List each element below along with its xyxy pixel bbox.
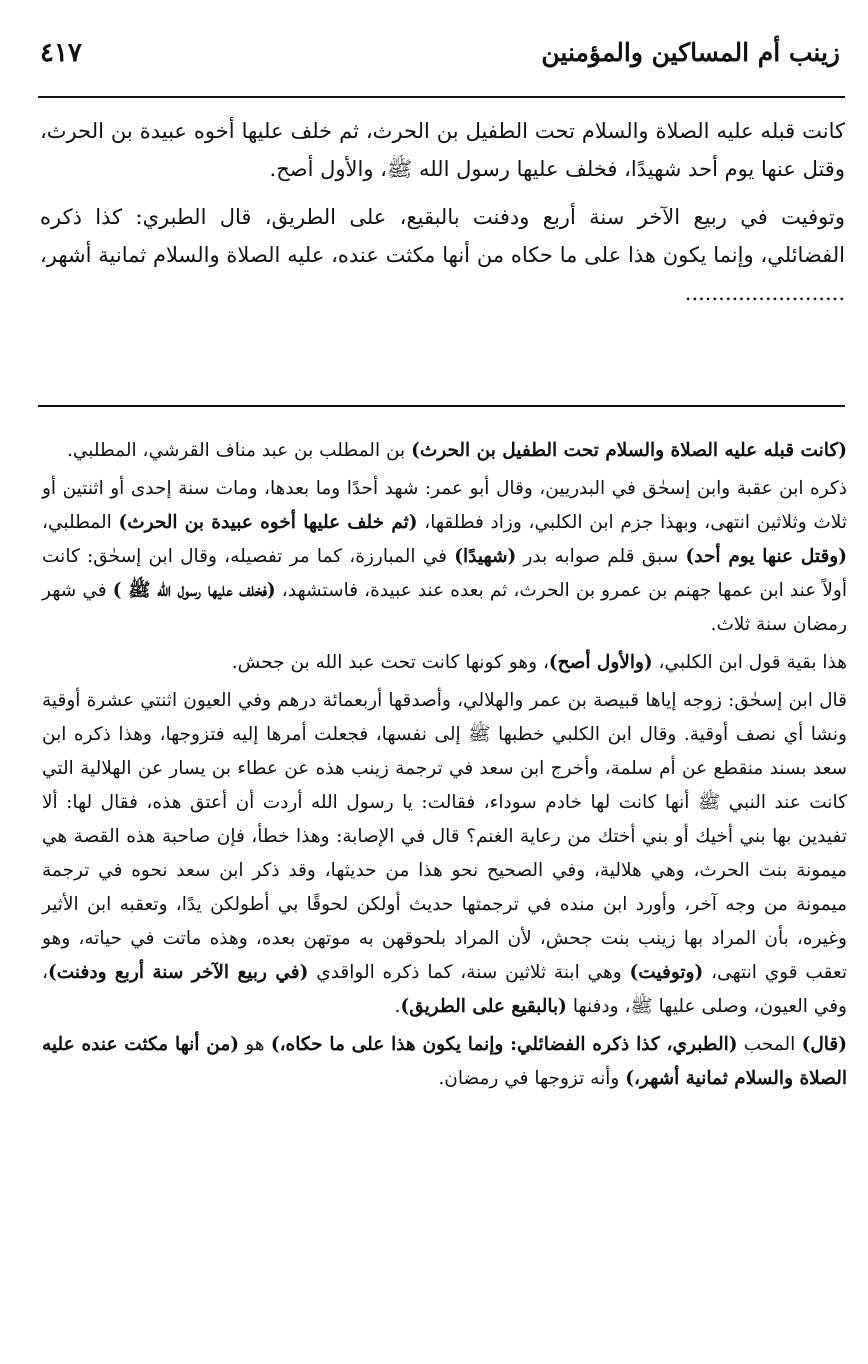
quoted-matn: (ثم خلف عليها أخوه عبيدة بن الحرث): [118, 512, 418, 533]
commentary-text: .: [394, 996, 401, 1017]
quoted-matn: (فخلف عليها رسول الله ﷺ ): [112, 580, 276, 601]
quoted-matn: (والأول أصح): [548, 652, 653, 673]
commentary-text: في المبارزة، كما مر تفصيله، وقال ابن إسحٰق: كانت أولاً عند ابن عمها جهنم بن عمرو بن الحرث، ثم بعده عند عبيدة، فاستشهد،: [42, 546, 847, 601]
quoted-matn: (في ربيع الآخر سنة أربع ودفنت): [47, 962, 309, 983]
running-title: زينب أم المساكين والمؤمنين: [541, 38, 840, 67]
divider-rule: [38, 405, 845, 407]
commentary-text: وأنه تزوجها في رمضان.: [438, 1068, 626, 1089]
commentary-text: هو: [239, 1034, 271, 1055]
commentary-text: وهي ابنة ثلاثين سنة، كما ذكره الواقدي: [308, 962, 630, 983]
page-header: [40, 38, 840, 78]
commentary-text: في شهر رمضان سنة ثلاث.: [42, 580, 847, 635]
commentary-text: المطلبي،: [42, 512, 119, 533]
main-paragraph-2-text: وتوفيت في ربيع الآخر سنة أربع ودفنت بالبقيع، على الطريق، قال الطبري: كذا ذكره الفضائلي، وإنما يكون هذا على ما حكاه من أنها مكثت عنده، عليه الصلاة والسلام ثمانية أشهر،: [40, 205, 845, 267]
quoted-matn: (كانت قبله عليه الصلاة والسلام تحت الطفيل بن الحرث): [411, 440, 847, 461]
quoted-matn: (شهيدًا): [454, 546, 517, 567]
quoted-matn: (وتوفيت): [629, 962, 704, 983]
commentary-text: ، وهو كونها كانت تحت عبد الله بن جحش.: [231, 652, 549, 673]
main-text: [40, 112, 845, 322]
commentary-text: سبق قلم صوابه بدر: [516, 546, 686, 567]
commentary-text: ، وفي العيون، وصلى عليها ﷺ، ودفنها: [42, 962, 847, 1017]
quoted-matn: (قال): [801, 1034, 847, 1055]
commentary-paragraph: [42, 684, 847, 1024]
quoted-matn: (من أنها مكثت عنده عليه الصلاة والسلام ثمانية أشهر،): [42, 1034, 847, 1089]
quoted-matn: (وقتل عنها يوم أحد): [685, 546, 847, 567]
quoted-matn: (بالبقيع على الطريق): [400, 996, 567, 1017]
commentary-paragraph: [42, 434, 847, 468]
commentary: [42, 434, 847, 1100]
ellipsis-dots: ........................: [684, 281, 845, 305]
main-paragraph-1: كانت قبله عليه الصلاة والسلام تحت الطفيل بن الحرث، ثم خلف عليها أخوه عبيدة بن الحرث، وقتل عنها يوم أحد شهيدًا، فخلف عليها رسول الله ﷺ، والأول أصح.: [40, 119, 845, 181]
commentary-text: ذكره ابن عقبة وابن إسحٰق في البدريين، وقال أبو عمر: شهد أحدًا وما بعدها، ومات سنة إحدى أو اثنتين أو ثلاث وثلاثين انتهى، وبهذا جزم ابن الكلبي، وزاد فطلقها،: [42, 478, 847, 533]
quoted-matn: (الطبري، كذا ذكره الفضائلي: وإنما يكون هذا على ما حكاه،): [270, 1034, 738, 1055]
main-paragraph-2: [40, 198, 845, 312]
header-rule: [38, 96, 845, 98]
page-number: ٤١٧: [40, 38, 82, 68]
commentary-paragraph: [42, 646, 847, 680]
commentary-paragraph: [42, 472, 847, 642]
commentary-paragraph: [42, 1028, 847, 1096]
commentary-text: هذا بقية قول ابن الكلبي،: [652, 652, 847, 673]
commentary-text: بن المطلب بن عبد مناف القرشي، المطلبي.: [66, 440, 412, 461]
commentary-text: قال ابن إسحٰق: زوجه إياها قبيصة بن عمر والهلالي، وأصدقها أربعمائة درهم وفي العيون اثنتي عشرة أوقية ونشا أي نصف أوقية. وقال ابن الكلبي خطبها ﷺ إلى نفسها، فجعلت أمرها إليه فتزوجها، وهذا ذكره ابن سعد بسند منقطع عن أم سلمة، وأخرج ابن سعد في ترجمة زينب هذه عن عطاء بن يسار عن الهلالية التي كانت عند النبي ﷺ أنها كانت لها خادم سوداء، فقالت: يا رسول الله أردت أن أعتق هذه، فقال لها: ألا تفيدين بها بني أخيك أو بني أختك من رعاية الغنم؟ قال في الإصابة: وهذا خطأ، فإن صاحبة هذه القصة هي ميمونة بنت الحرث، وهي هلالية، وفي الصحيح نحو هذا من حديثها، وقد ذكر ابن سعد نحوه في ترجمة ميمونة من وجه آخر، وأورد ابن منده في ترجمتها حديث أولكن لحوقًا بي أطولكن يدًا، وتعقبه ابن الأثير وغيره، بأن المراد بها زينب بنت جحش، لأن المراد بلحوقهن به موتهن بعده، وهذه ماتت في حياته، وهو تعقب قوي انتهى،: [42, 690, 848, 983]
commentary-text: المحب: [737, 1034, 802, 1055]
